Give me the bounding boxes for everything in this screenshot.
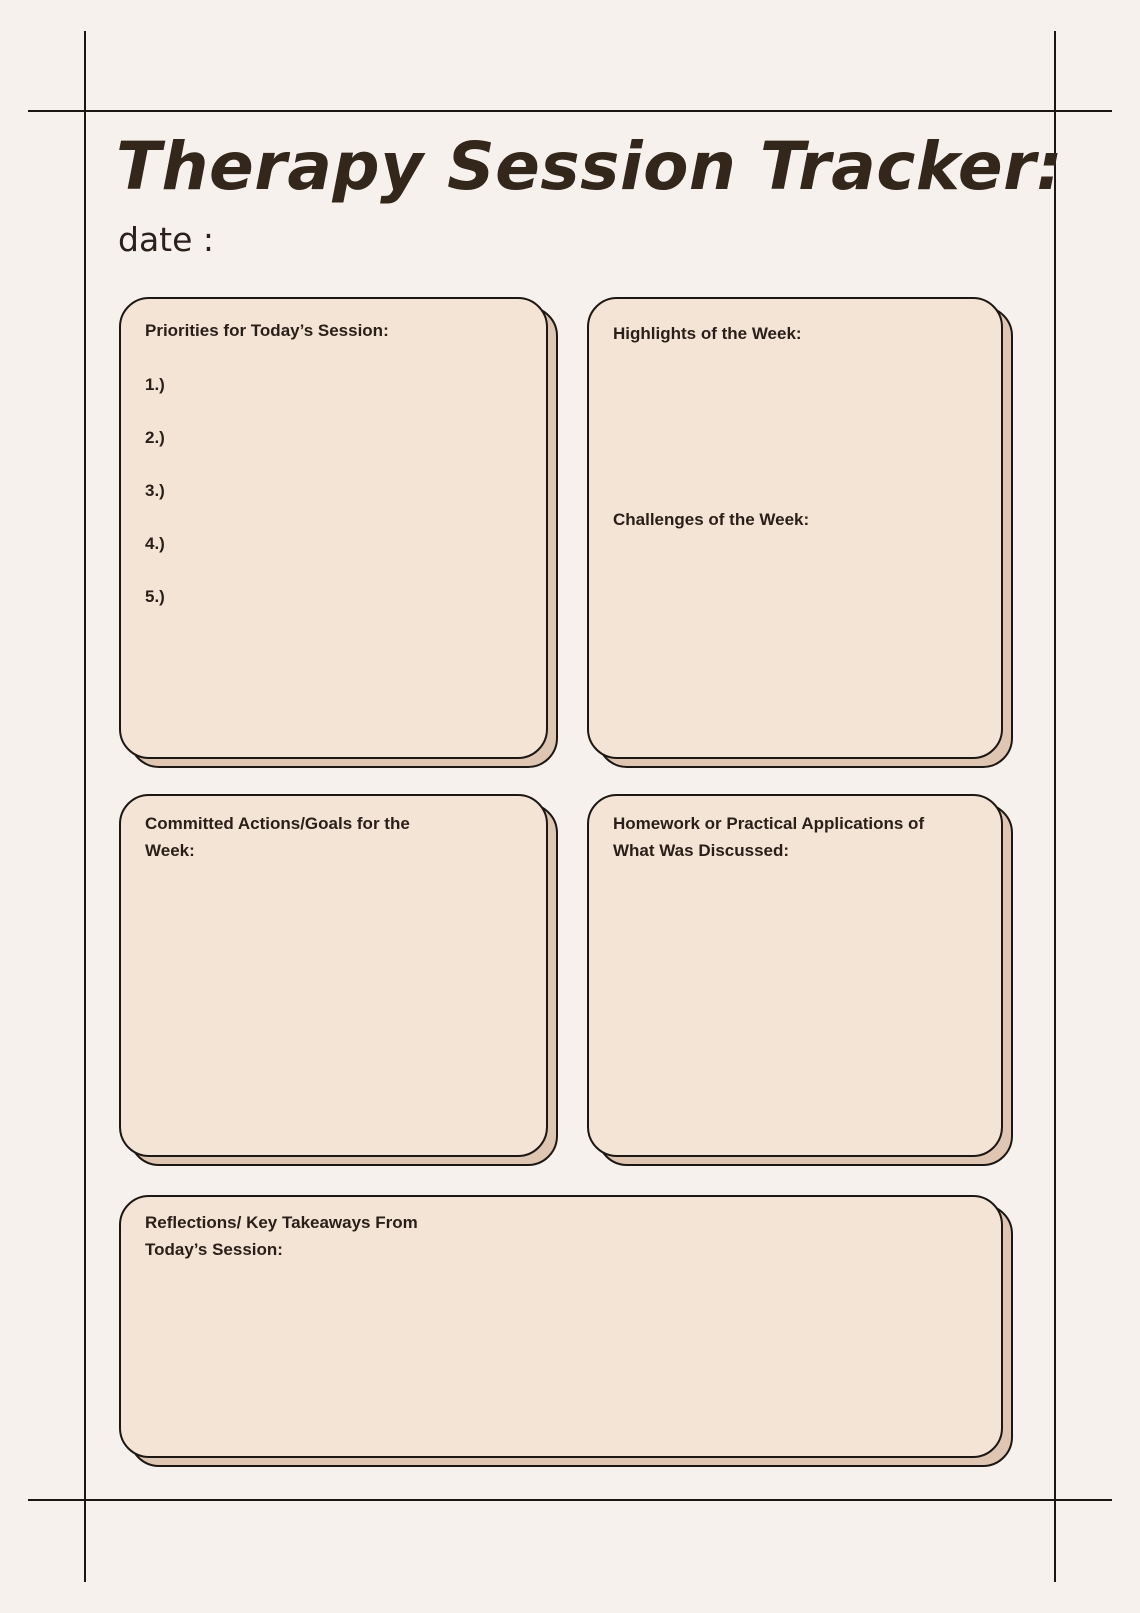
left-rule	[84, 31, 86, 1582]
priority-item-4: 4.)	[145, 534, 165, 553]
priority-item-1: 1.)	[145, 375, 165, 394]
reflections-label	[145, 1209, 418, 1263]
right-rule	[1054, 31, 1056, 1582]
top-rule	[28, 110, 1112, 112]
committed-actions-card[interactable]	[119, 794, 548, 1157]
label-line-2: What Was Discussed:	[613, 841, 790, 860]
label-line-2: Week:	[145, 841, 195, 860]
label-line-2: Today’s Session:	[145, 1240, 283, 1259]
card-face	[119, 297, 548, 759]
priority-item-3: 3.)	[145, 481, 165, 500]
highlights-label: Highlights of the Week:	[613, 324, 802, 343]
label-line-1: Reflections/ Key Takeaways From	[145, 1213, 418, 1232]
bottom-rule	[28, 1499, 1112, 1501]
date-label[interactable]: date :	[118, 220, 215, 259]
label-line-1: Homework or Practical Applications of	[613, 814, 925, 833]
homework-card[interactable]	[587, 794, 1003, 1157]
priorities-card[interactable]	[119, 297, 548, 759]
challenges-label: Challenges of the Week:	[613, 510, 810, 529]
priority-item-5: 5.)	[145, 587, 165, 606]
page-title: Therapy Session Tracker:	[116, 128, 1064, 205]
homework-label	[613, 810, 924, 864]
highlights-card[interactable]	[587, 297, 1003, 759]
reflections-card[interactable]	[119, 1195, 1003, 1458]
priorities-label: Priorities for Today’s Session:	[145, 321, 389, 340]
label-line-1: Committed Actions/Goals for the	[145, 814, 410, 833]
committed-actions-label	[145, 810, 410, 864]
priority-item-2: 2.)	[145, 428, 165, 447]
